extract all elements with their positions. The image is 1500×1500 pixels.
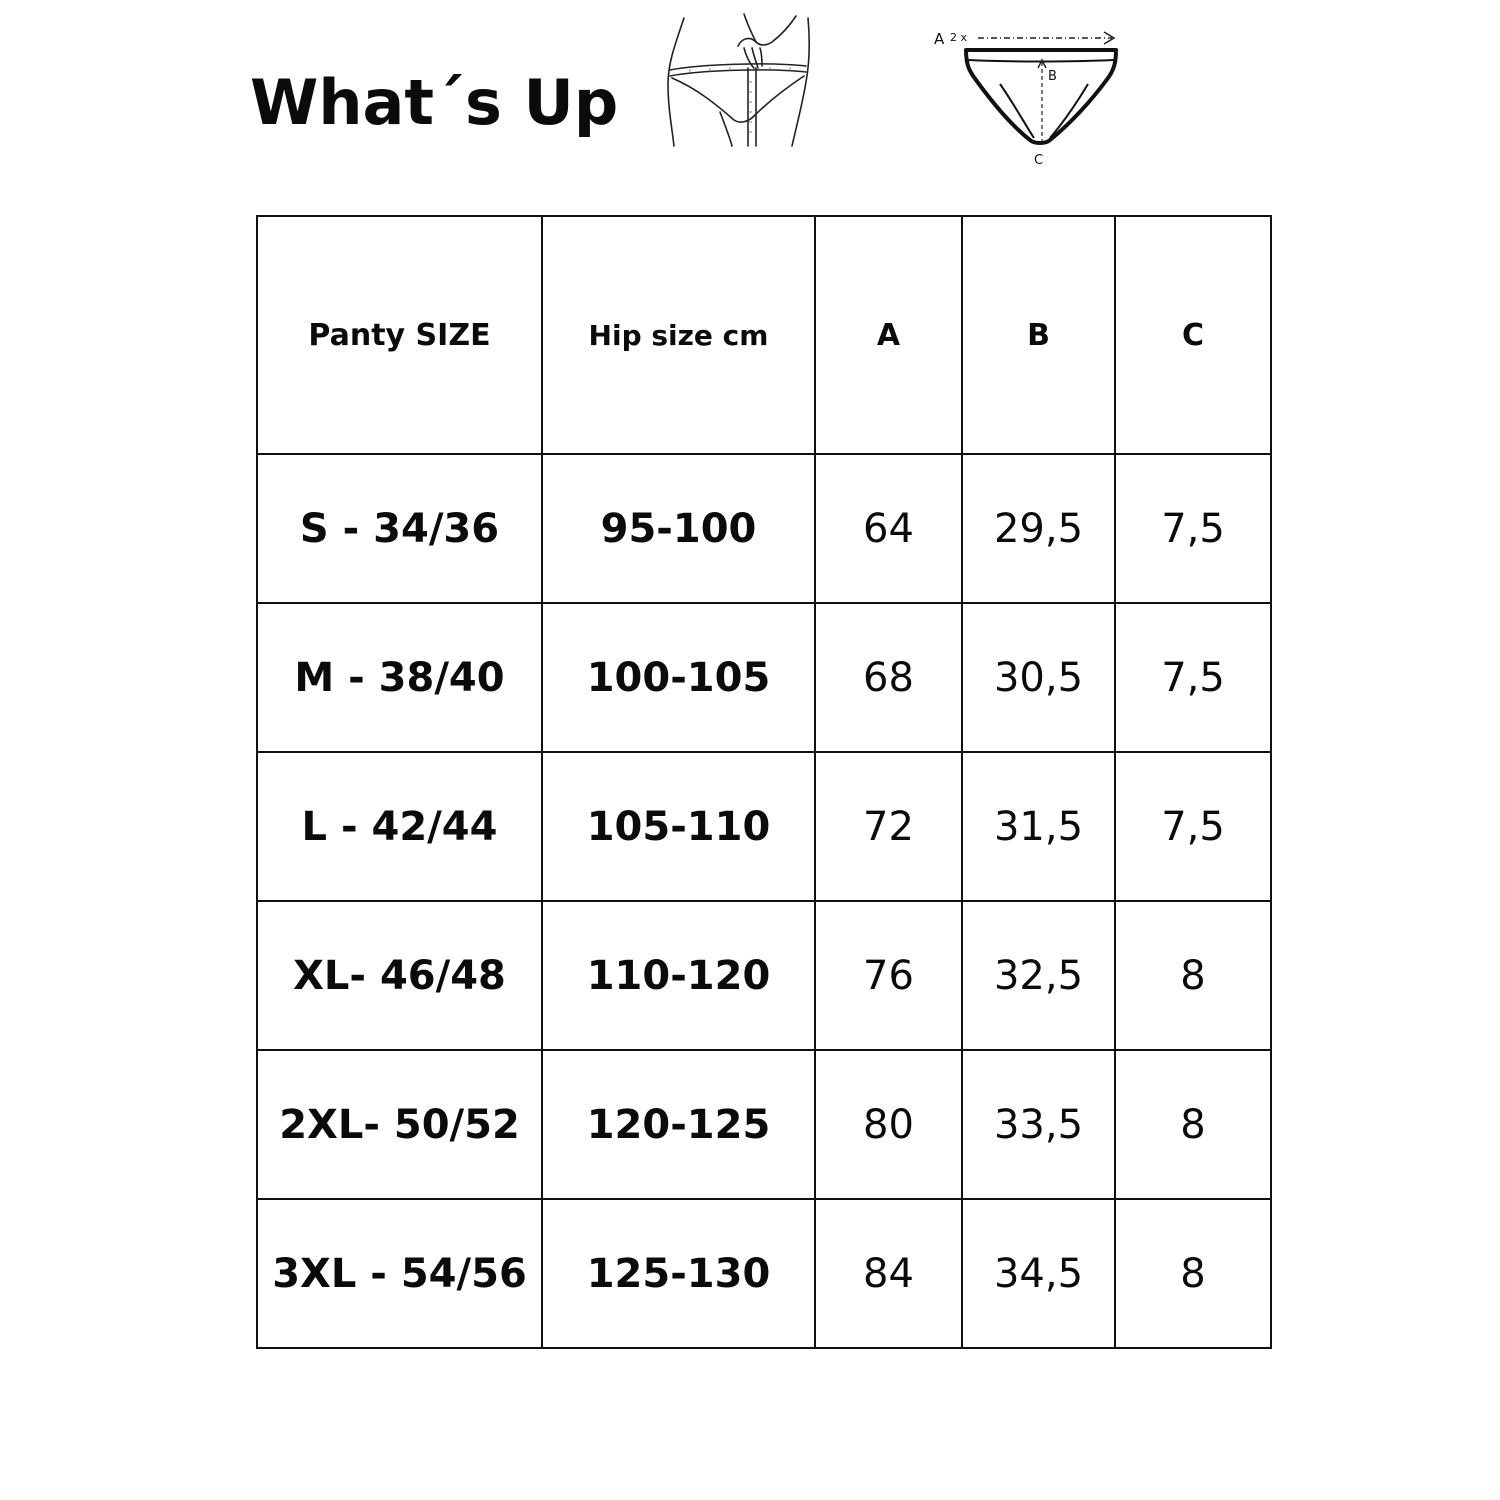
table-row (257, 901, 1271, 1050)
label-a: A (934, 30, 945, 48)
label-c: C (1034, 153, 1044, 168)
header-panty-size: Panty SIZE (257, 216, 542, 454)
label-b: B (1048, 69, 1057, 84)
cell-size: 2XL- 50/52 (257, 1050, 542, 1199)
cell-hip: 105-110 (542, 752, 815, 901)
table-header-row (257, 216, 1271, 454)
panty-measurement-diagram (930, 22, 1130, 172)
label-a-multiplier: 2 x (950, 31, 968, 44)
table-row (257, 1050, 1271, 1199)
cell-c: 8 (1115, 1199, 1271, 1348)
cell-a: 76 (815, 901, 962, 1050)
cell-c: 7,5 (1115, 454, 1271, 603)
cell-c: 7,5 (1115, 752, 1271, 901)
cell-hip: 95-100 (542, 454, 815, 603)
size-chart-table (256, 215, 1272, 1349)
header-b: B (962, 216, 1115, 454)
brand-title: What´s Up (250, 66, 619, 139)
cell-c: 7,5 (1115, 603, 1271, 752)
header-a: A (815, 216, 962, 454)
cell-b: 34,5 (962, 1199, 1115, 1348)
cell-size: XL- 46/48 (257, 901, 542, 1050)
cell-b: 31,5 (962, 752, 1115, 901)
cell-b: 30,5 (962, 603, 1115, 752)
table-row (257, 603, 1271, 752)
cell-hip: 100-105 (542, 603, 815, 752)
hip-measurement-illustration (660, 12, 820, 148)
cell-c: 8 (1115, 1050, 1271, 1199)
header-hip-size: Hip size cm (542, 216, 815, 454)
header-c: C (1115, 216, 1271, 454)
cell-a: 80 (815, 1050, 962, 1199)
cell-b: 29,5 (962, 454, 1115, 603)
table-row (257, 454, 1271, 603)
cell-hip: 110-120 (542, 901, 815, 1050)
cell-c: 8 (1115, 901, 1271, 1050)
cell-b: 33,5 (962, 1050, 1115, 1199)
cell-hip: 120-125 (542, 1050, 815, 1199)
table-row (257, 1199, 1271, 1348)
cell-size: S - 34/36 (257, 454, 542, 603)
cell-a: 72 (815, 752, 962, 901)
cell-size: 3XL - 54/56 (257, 1199, 542, 1348)
cell-b: 32,5 (962, 901, 1115, 1050)
table-row (257, 752, 1271, 901)
cell-size: M - 38/40 (257, 603, 542, 752)
cell-a: 68 (815, 603, 962, 752)
cell-hip: 125-130 (542, 1199, 815, 1348)
cell-size: L - 42/44 (257, 752, 542, 901)
cell-a: 84 (815, 1199, 962, 1348)
cell-a: 64 (815, 454, 962, 603)
